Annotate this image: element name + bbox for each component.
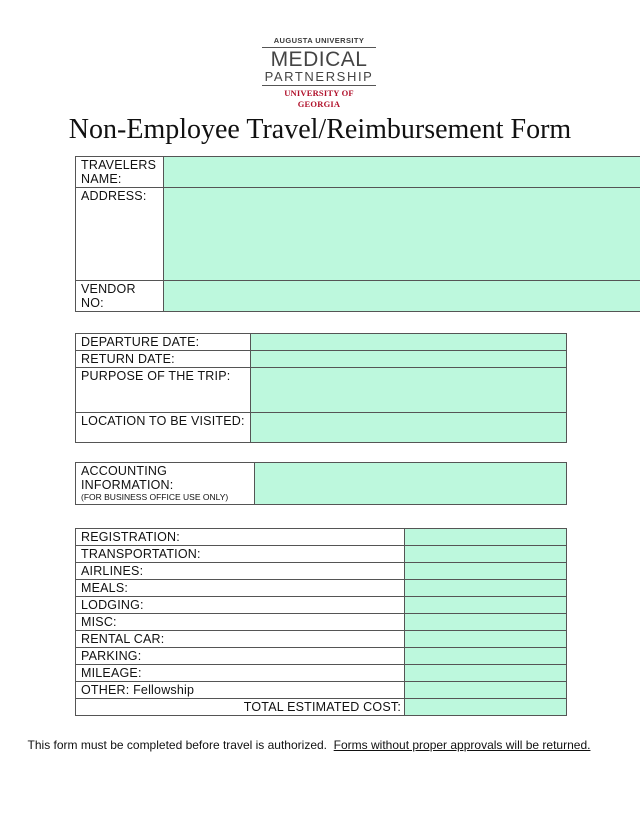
cost-label-misc: MISC: [76,614,405,631]
cost-label-lodging: LODGING: [76,597,405,614]
cost-label-meals: MEALS: [76,580,405,597]
logo-augusta-university: AUGUSTA UNIVERSITY [273,36,365,45]
cost-field-lodging[interactable] [405,597,567,614]
vendor-no-field[interactable] [164,281,640,312]
cost-label-rental-car: RENTAL CAR: [76,631,405,648]
cost-field-parking[interactable] [405,648,567,665]
footer-note-line [0,738,618,752]
logo-medical: MEDICAL [270,48,368,71]
cost-field-rental-car[interactable] [405,631,567,648]
cost-label-mileage: MILEAGE: [76,665,405,682]
accounting-label-cell [76,463,255,505]
total-estimated-cost-field[interactable] [405,699,567,716]
traveler-info-table [75,156,640,312]
medical-partnership-logo [262,36,376,110]
total-estimated-cost-label: TOTAL ESTIMATED COST: [76,699,405,716]
cost-field-misc[interactable] [405,614,567,631]
departure-date-field[interactable] [251,334,567,351]
return-date-field[interactable] [251,351,567,368]
accounting-label: ACCOUNTING INFORMATION: [81,464,174,492]
cost-label-registration: REGISTRATION: [76,529,405,546]
cost-label-parking: PARKING: [76,648,405,665]
cost-field-other[interactable] [405,682,567,699]
departure-date-label: DEPARTURE DATE: [76,334,251,351]
accounting-note: (FOR BUSINESS OFFICE USE ONLY) [81,492,229,502]
location-field[interactable] [251,413,567,443]
location-label: LOCATION TO BE VISITED: [76,413,251,443]
travelers-name-field[interactable] [164,157,640,188]
footer-note: This form must be completed before travel is authorized. [27,738,327,752]
logo-university-of-georgia: UNIVERSITY OF GEORGIA [284,88,354,109]
address-label: ADDRESS: [76,188,164,281]
trip-info-table [75,333,567,443]
purpose-field[interactable] [251,368,567,413]
cost-label-other: OTHER: Fellowship [76,682,405,699]
accounting-field[interactable] [255,463,567,505]
cost-field-meals[interactable] [405,580,567,597]
cost-field-registration[interactable] [405,529,567,546]
cost-field-airlines[interactable] [405,563,567,580]
form-title: Non-Employee Travel/Reimbursement Form [68,114,572,145]
purpose-label: PURPOSE OF THE TRIP: [76,368,251,413]
footer-warning: Forms without proper approvals will be returned. [333,738,591,752]
address-field[interactable] [164,188,640,281]
cost-table [75,528,567,716]
vendor-no-label: VENDOR NO: [76,281,164,312]
cost-field-mileage[interactable] [405,665,567,682]
cost-label-transportation: TRANSPORTATION: [76,546,405,563]
logo-rule-bottom [262,85,376,86]
return-date-label: RETURN DATE: [76,351,251,368]
travelers-name-label: TRAVELERS NAME: [76,157,164,188]
cost-label-airlines: AIRLINES: [76,563,405,580]
accounting-table [75,462,567,505]
cost-field-transportation[interactable] [405,546,567,563]
logo-partnership: PARTNERSHIP [264,69,374,84]
